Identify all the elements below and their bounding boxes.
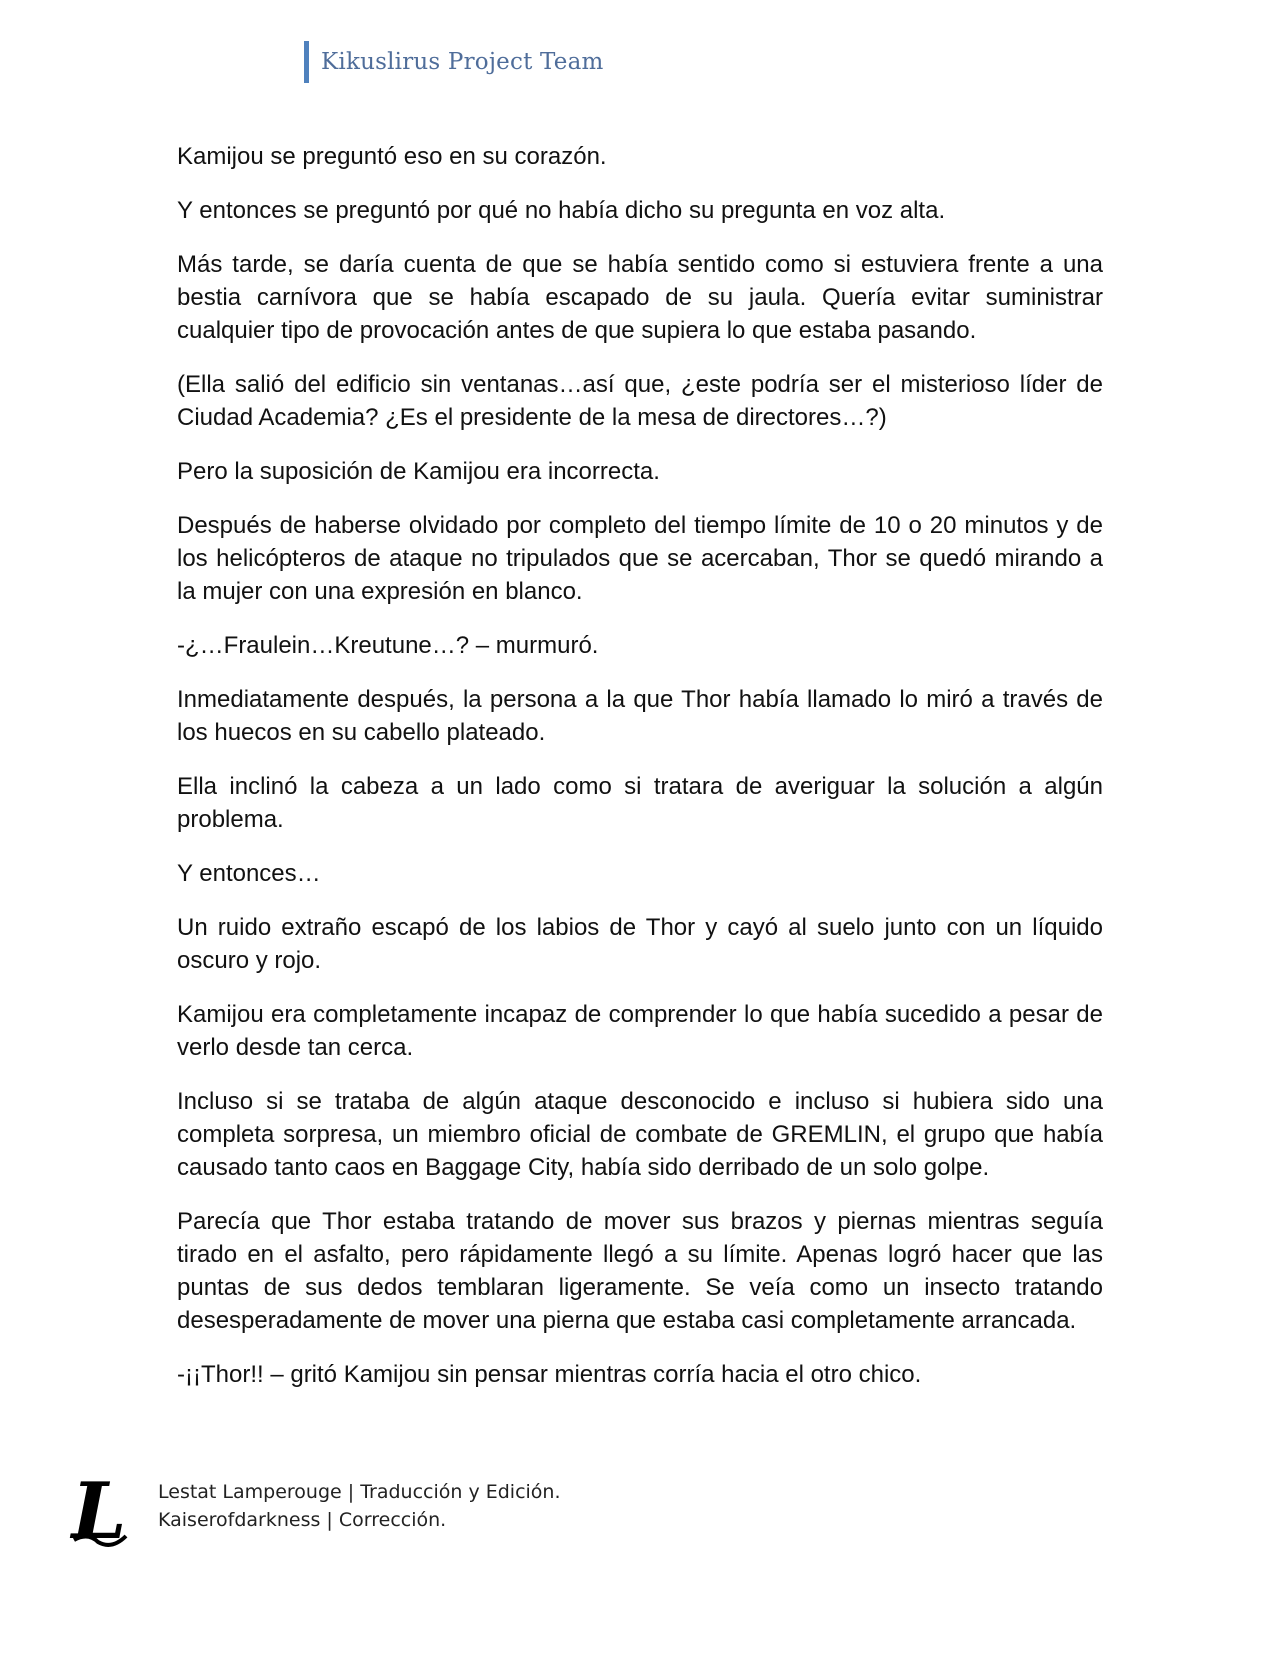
credit-translation: Lestat Lamperouge | Traducción y Edición. [158,1481,561,1503]
paragraph: (Ella salió del edificio sin ventanas…así que, ¿este podría ser el misterioso líder de Ciudad Academia? ¿Es el presidente de la mesa de directores…?) [177,371,1103,431]
svg-text:L: L [71,1472,127,1548]
paragraph: -¿…Fraulein…Kreutune…? – murmuró. [177,632,599,659]
paragraph: Después de haberse olvidado por completo del tiempo límite de 10 o 20 minutos y de los helicópteros de ataque no tripulados que se acercaban, Thor se quedó mirando a la mujer con una expresión en blanco. [177,512,1103,605]
paragraph: Kamijou se preguntó eso en su corazón. [177,143,607,170]
paragraph: Inmediatamente después, la persona a la que Thor había llamado lo miró a través de los huecos en su cabello plateado. [177,686,1103,746]
paragraph: Ella inclinó la cabeza a un lado como si tratara de averiguar la solución a algún problema. [177,773,1103,833]
gothic-l-logo-icon [68,1472,130,1548]
page-footer [68,1472,561,1548]
document-body [177,140,1103,1412]
paragraph: Pero la suposición de Kamijou era incorrecta. [177,458,660,485]
credit-correction: Kaiserofdarkness | Corrección. [158,1509,447,1531]
paragraph: Kamijou era completamente incapaz de comprender lo que había sucedido a pesar de verlo desde tan cerca. [177,1001,1103,1061]
page-header [304,40,604,84]
header-accent-bar [304,41,309,83]
header-title: Kikuslirus Project Team [321,49,604,75]
paragraph: Parecía que Thor estaba tratando de mover sus brazos y piernas mientras seguía tirado en el asfalto, pero rápidamente llegó a su límite. Apenas logró hacer que las puntas de sus dedos temblaran ligeramente. Se veía como un insecto tratando desesperadamente de mover una pierna que estaba casi completamente arrancada. [177,1208,1103,1334]
paragraph: Un ruido extraño escapó de los labios de Thor y cayó al suelo junto con un líquido oscuro y rojo. [177,914,1103,974]
credits [158,1478,561,1534]
paragraph: Y entonces se preguntó por qué no había dicho su pregunta en voz alta. [177,197,946,224]
paragraph: Incluso si se trataba de algún ataque desconocido e incluso si hubiera sido una completa sorpresa, un miembro oficial de combate de GREMLIN, el grupo que había causado tanto caos en Baggage City, había sido derribado de un solo golpe. [177,1088,1103,1181]
paragraph: Y entonces… [177,860,321,887]
paragraph: Más tarde, se daría cuenta de que se había sentido como si estuviera frente a una bestia carnívora que se había escapado de su jaula. Quería evitar suministrar cualquier tipo de provocación antes de que supiera lo que estaba pasando. [177,251,1103,344]
paragraph: -¡¡Thor!! – gritó Kamijou sin pensar mientras corría hacia el otro chico. [177,1361,922,1388]
